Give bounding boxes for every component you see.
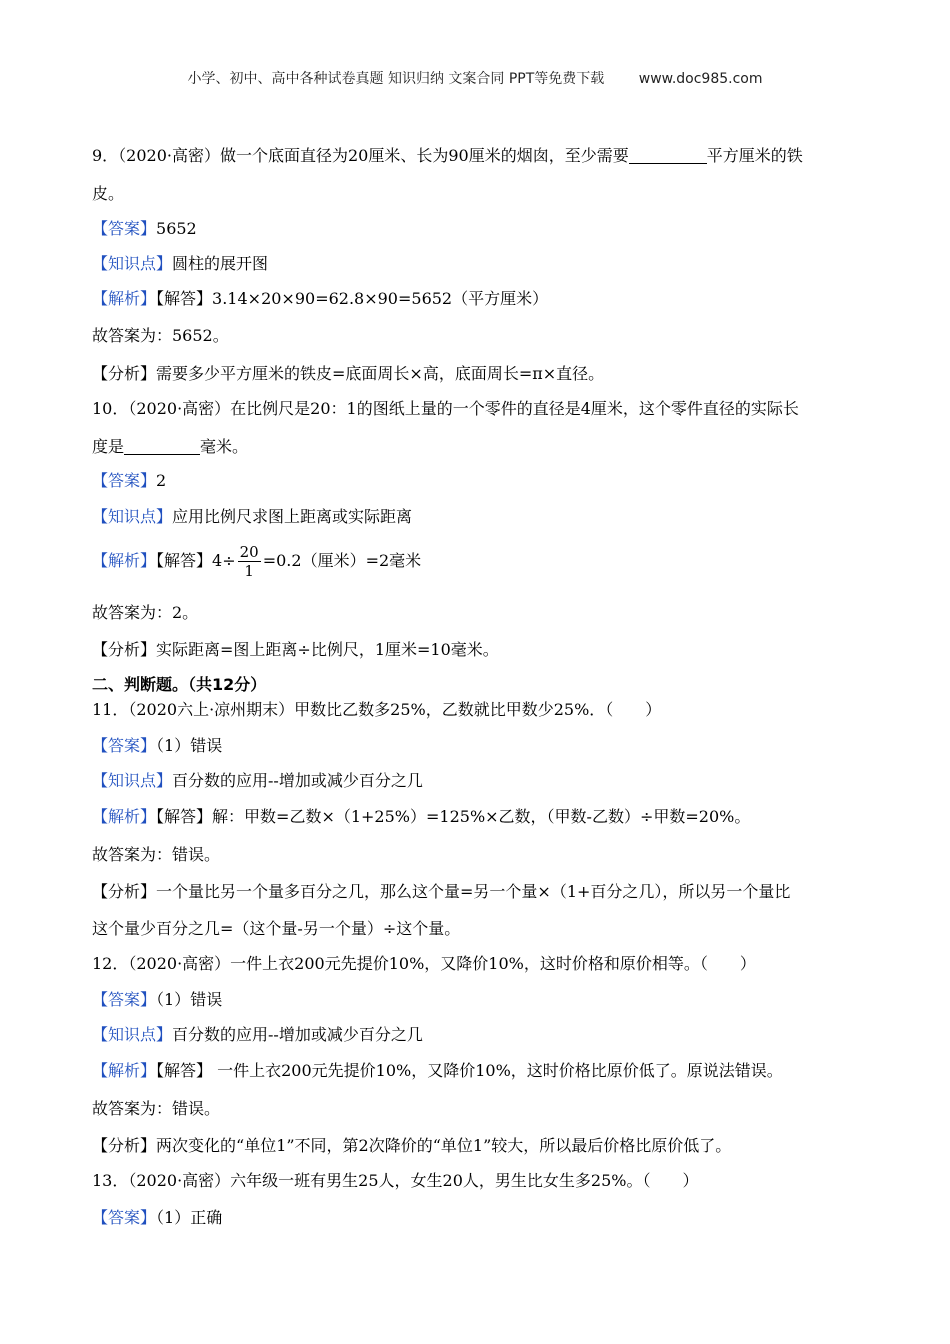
knowledge-tag: 【知识点】 — [92, 507, 173, 526]
answer-value: （1）正确 — [156, 1208, 223, 1227]
q11-solution — [92, 807, 750, 827]
q9-text-post: 平方厘米的铁 — [706, 146, 803, 165]
fenxi-value: 实际距离=图上距离÷比例尺，1厘米=10毫米。 — [156, 640, 499, 659]
answer-tag: 【答案】 — [92, 736, 157, 755]
knowledge-tag: 【知识点】 — [92, 254, 173, 273]
q9-final: 故答案为：5652。 — [92, 326, 229, 345]
q11-knowledge — [92, 771, 423, 791]
answer-tag: 【答案】 — [92, 471, 157, 490]
q11-fenxi-line2: 这个量少百分之几=（这个量-另一个量）÷这个量。 — [92, 919, 461, 938]
knowledge-value: 圆柱的展开图 — [172, 254, 269, 273]
page-header — [0, 68, 950, 88]
q13-question: 13．（2020·高密）六年级一班有男生25人，女生20人，男生比女生多25%。（ ） — [92, 1171, 699, 1190]
analysis-tag: 【解析】 — [92, 807, 157, 826]
fenxi-tag: 【分析】 — [92, 364, 157, 383]
fenxi-value: 需要多少平方厘米的铁皮=底面周长×高，底面周长=π×直径。 — [156, 364, 605, 383]
q10-text: 度是 — [92, 437, 125, 456]
solution-tag: 【解答】 — [156, 807, 213, 826]
section-title: 二、判断题。（共12分） — [92, 675, 267, 694]
fraction-numerator: 20 — [239, 543, 259, 561]
solution-tag: 【解答】 — [156, 551, 213, 570]
q9-fenxi — [92, 364, 604, 384]
q9-blank — [629, 147, 707, 164]
solution-tag: 【解答】 — [156, 1061, 213, 1080]
analysis-tag: 【解析】 — [92, 289, 157, 308]
q9-question-line1 — [92, 146, 803, 166]
q9-answer — [92, 219, 197, 239]
answer-value: 2 — [156, 471, 167, 490]
q10-question-line1: 10．（2020·高密）在比例尺是20：1的图纸上量的一个零件的直径是4厘米，这个零件直径的实际长 — [92, 399, 799, 418]
q12-solution — [92, 1061, 783, 1081]
q9-solution — [92, 289, 548, 309]
q9-text: 9．（2020·高密）做一个底面直径为20厘米、长为90厘米的烟囱，至少需要 — [92, 146, 629, 165]
answer-value: （1）错误 — [156, 736, 223, 755]
answer-tag: 【答案】 — [92, 1208, 157, 1227]
q13-answer — [92, 1208, 222, 1228]
header-site: www.doc985.com — [638, 71, 763, 87]
knowledge-tag: 【知识点】 — [92, 1025, 173, 1044]
answer-value: 5652 — [156, 219, 197, 238]
solution-value: 3.14×20×90=62.8×90=5652（平方厘米） — [212, 289, 549, 308]
q11-final: 故答案为：错误。 — [92, 845, 221, 864]
q10-final: 故答案为：2。 — [92, 603, 199, 622]
q9-question-line2: 皮。 — [92, 184, 125, 203]
q11-fenxi-line1 — [92, 882, 790, 902]
fenxi-tag: 【分析】 — [92, 882, 157, 901]
solution-value: 一件上衣200元先提价10%，又降价10%，这时价格比原价低了。原说法错误。 — [212, 1061, 783, 1080]
analysis-tag: 【解析】 — [92, 551, 157, 570]
fraction — [238, 543, 261, 580]
knowledge-value: 百分数的应用--增加或减少百分之几 — [172, 1025, 423, 1044]
fenxi-value: 一个量比另一个量多百分之几，那么这个量=另一个量×（1+百分之几），所以另一个量比 — [156, 882, 791, 901]
fenxi-tag: 【分析】 — [92, 640, 157, 659]
q10-solution — [92, 541, 421, 581]
answer-value: （1）错误 — [156, 990, 223, 1009]
q12-answer — [92, 990, 222, 1010]
q10-fenxi — [92, 640, 499, 660]
q10-text-post: 毫米。 — [200, 437, 249, 456]
q12-knowledge — [92, 1025, 423, 1045]
q9-knowledge — [92, 254, 268, 274]
q10-knowledge — [92, 507, 412, 527]
fenxi-tag: 【分析】 — [92, 1136, 157, 1155]
solution-value: 解：甲数=乙数×（1+25%）=125%×乙数，（甲数-乙数）÷甲数=20%。 — [212, 807, 751, 826]
q10-blank — [124, 438, 200, 455]
solution-post: =0.2（厘米）=2毫米 — [262, 551, 422, 570]
solution-pre: 4÷ — [212, 551, 236, 570]
q12-question: 12．（2020·高密）一件上衣200元先提价10%，又降价10%，这时价格和原价相等。（ ） — [92, 954, 756, 973]
answer-tag: 【答案】 — [92, 219, 157, 238]
q12-final: 故答案为：错误。 — [92, 1099, 221, 1118]
fraction-denominator: 1 — [244, 562, 254, 580]
knowledge-value: 应用比例尺求图上距离或实际距离 — [172, 507, 413, 526]
q10-question-line2 — [92, 437, 248, 457]
knowledge-tag: 【知识点】 — [92, 771, 173, 790]
header-text: 小学、初中、高中各种试卷真题 知识归纳 文案合同 PPT等免费下载 — [187, 71, 605, 87]
q11-question: 11．（2020六上·凉州期末）甲数比乙数多25%，乙数就比甲数少25%．（ ） — [92, 700, 662, 719]
q12-fenxi — [92, 1136, 731, 1156]
knowledge-value: 百分数的应用--增加或减少百分之几 — [172, 771, 423, 790]
answer-tag: 【答案】 — [92, 990, 157, 1009]
analysis-tag: 【解析】 — [92, 1061, 157, 1080]
q11-answer — [92, 736, 222, 756]
fenxi-value: 两次变化的“单位1”不同，第2次降价的“单位1”较大，所以最后价格比原价低了。 — [156, 1136, 732, 1155]
solution-tag: 【解答】 — [156, 289, 213, 308]
q10-answer — [92, 471, 166, 491]
